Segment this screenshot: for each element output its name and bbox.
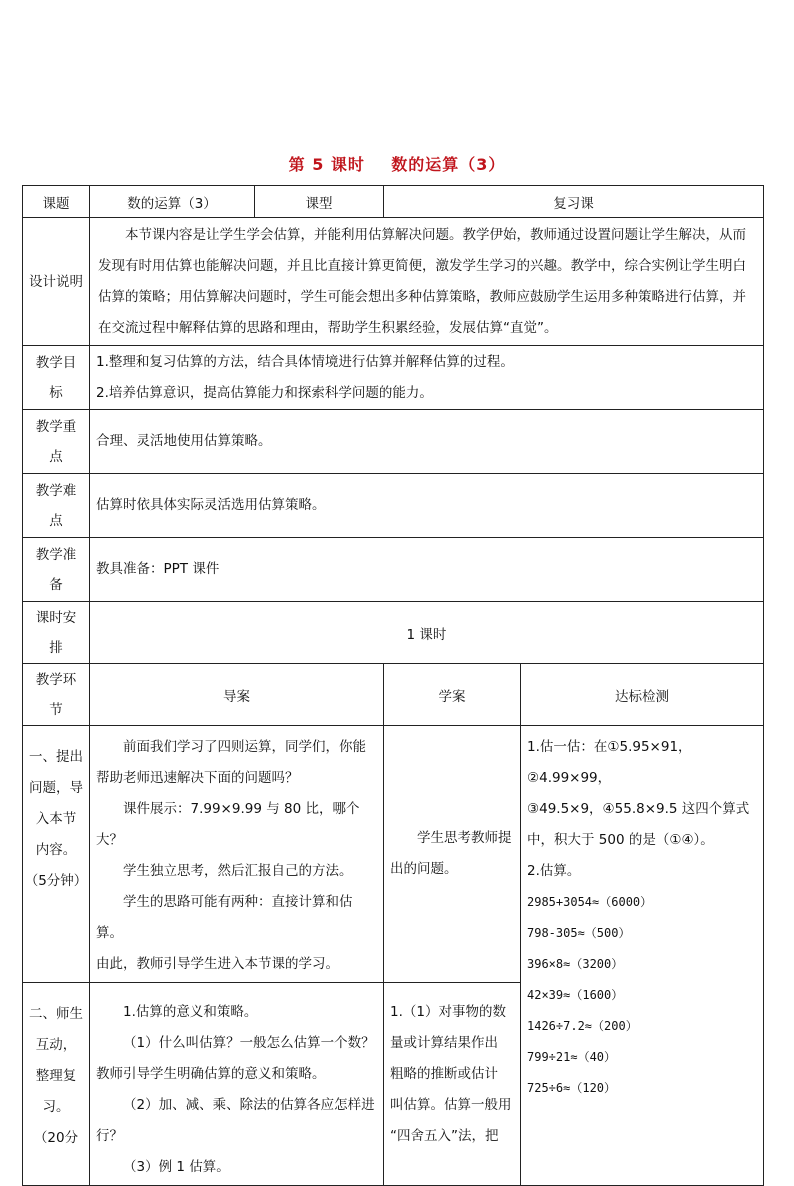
check-line: ③49.5×9，④55.8×9.5 这四个算式 bbox=[527, 801, 750, 817]
stage1-guide-line: 由此，教师引导学生进入本节课的学习。 bbox=[96, 956, 339, 972]
col-guide-label: 导案 bbox=[90, 664, 384, 726]
estimate-item: 798-305≈（500） bbox=[527, 926, 631, 940]
estimate-item: 2985+3054≈（6000） bbox=[527, 895, 653, 909]
goals-label: 教学目标 bbox=[35, 354, 77, 401]
stage2-guide-line: 教师引导学生明确估算的意义和策略。 bbox=[96, 1066, 326, 1082]
preparation-label: 教学准备 bbox=[35, 546, 77, 593]
stage2-label-line: 习。 bbox=[42, 1099, 70, 1115]
estimate-item: 42×39≈（1600） bbox=[527, 988, 624, 1002]
columns-row bbox=[23, 664, 764, 726]
stage1-guide-line: 学生独立思考，然后汇报自己的方法。 bbox=[123, 863, 353, 879]
stage2-study-line: 1.（1）对事物的数 bbox=[390, 1004, 506, 1020]
keypoints-text: 合理、灵活地使用估算策略。 bbox=[96, 433, 272, 449]
preparation-text: 教具准备：PPT 课件 bbox=[96, 561, 220, 577]
stage2-guide-line: （3）例 1 估算。 bbox=[123, 1159, 230, 1175]
check-line: 2.估算。 bbox=[527, 863, 581, 879]
stage2-label-line: （20分 bbox=[33, 1130, 79, 1146]
stage1-label-line: 内容。 bbox=[35, 842, 77, 858]
check-line: 中，积大于 500 的是（①④）。 bbox=[527, 832, 714, 848]
document-title: 第 5 课时 数的运算（3） bbox=[288, 155, 506, 174]
keypoints-label: 教学重点 bbox=[35, 418, 77, 465]
estimate-item: 725÷6≈（120） bbox=[527, 1081, 617, 1095]
goal-item-1: 1.整理和复习估算的方法，结合具体情境进行估算并解释估算的过程。 bbox=[96, 353, 514, 370]
stage2-study-line: 叫估算。估算一般用 bbox=[390, 1097, 512, 1113]
stage2-study-line: 粗略的推断或估计 bbox=[390, 1066, 498, 1082]
design-label bbox=[23, 218, 90, 346]
design-row bbox=[23, 218, 764, 346]
difficulties-label: 教学难点 bbox=[35, 482, 77, 529]
stage1-guide-line: 帮助老师迅速解决下面的问题吗？ bbox=[96, 770, 299, 786]
estimate-item: 799÷21≈（40） bbox=[527, 1050, 617, 1064]
stage2-study-line: 量或计算结果作出 bbox=[390, 1035, 498, 1051]
lesson-plan-table bbox=[22, 185, 764, 1186]
stage2-label-line: 整理复 bbox=[35, 1068, 77, 1084]
schedule-label: 课时安排 bbox=[35, 609, 77, 656]
stage1-guide-line: 课件展示：7.99×9.99 与 80 比，哪个大？ bbox=[96, 801, 360, 848]
label-type: 课型 bbox=[255, 186, 384, 218]
estimate-item: 396×8≈（3200） bbox=[527, 957, 624, 971]
stage1-guide-line: 前面我们学习了四则运算，同学们，你能 bbox=[123, 739, 366, 755]
stage1-label-line: 入本节 bbox=[35, 811, 77, 827]
stage1-study-line: 学生思考教师提 bbox=[417, 830, 512, 846]
type-value: 复习课 bbox=[384, 186, 764, 218]
design-label-text: 设计说明 bbox=[29, 273, 83, 290]
topic-value: 数的运算（3） bbox=[90, 186, 255, 218]
stage1-study-line: 出的问题。 bbox=[390, 861, 458, 877]
lesson-table-wrapper bbox=[22, 185, 763, 1175]
keypoints-row bbox=[23, 410, 764, 474]
schedule-text: 1 课时 bbox=[406, 626, 447, 643]
stage1-row bbox=[23, 726, 764, 983]
design-text: 本节课内容是让学生学会估算，并能利用估算解决问题。教学伊始，教师通过设置问题让学生解决，从而发现有时用估算也能解决问题，并且比直接计算更简便，激发学生学习的兴趣。教学中，综合实例让学生明白估算的策略；用估算解决问题时，学生可能会想出多种估算策略，教师应鼓励学生运用多种策略进行估算，并在交流过程中解释估算的思路和理由，帮助学生积累经验，发展估算“直觉”。 bbox=[98, 226, 746, 336]
stage1-label-line: （5分钟） bbox=[24, 873, 88, 889]
stage1-label-line: 一、提出 bbox=[29, 749, 83, 765]
stage1-label-line: 问题，导 bbox=[29, 780, 83, 796]
stage2-label-line: 二、师生 bbox=[29, 1006, 83, 1022]
stage2-guide-line: （1）什么叫估算？一般怎么估算一个数？ bbox=[123, 1035, 375, 1051]
preparation-row bbox=[23, 538, 764, 602]
difficulties-text: 估算时依具体实际灵活选用估算策略。 bbox=[96, 497, 326, 513]
schedule-row bbox=[23, 602, 764, 664]
stage2-guide-line: 1.估算的意义和策略。 bbox=[123, 1004, 258, 1020]
stage2-guide-line: （2）加、减、乘、除法的估算各应怎样进行？ bbox=[96, 1097, 375, 1144]
header-row bbox=[23, 186, 764, 218]
col-stage-label: 教学环节 bbox=[35, 671, 77, 718]
check-line: 1.估一估：在①5.95×91，②4.99×99， bbox=[527, 739, 692, 786]
col-study-label: 学案 bbox=[384, 664, 521, 726]
stage2-label-line: 互动， bbox=[35, 1037, 77, 1053]
stage1-guide-line: 学生的思路可能有两种：直接计算和估算。 bbox=[96, 894, 353, 941]
difficulties-row bbox=[23, 474, 764, 538]
estimate-item: 1426÷7.2≈（200） bbox=[527, 1019, 638, 1033]
goals-row bbox=[23, 346, 764, 410]
col-check-label: 达标检测 bbox=[521, 664, 764, 726]
label-topic: 课题 bbox=[23, 186, 90, 218]
goal-item-2: 2.培养估算意识，提高估算能力和探索科学问题的能力。 bbox=[96, 384, 433, 401]
stage2-study-line: “四舍五入”法，把 bbox=[390, 1128, 499, 1144]
